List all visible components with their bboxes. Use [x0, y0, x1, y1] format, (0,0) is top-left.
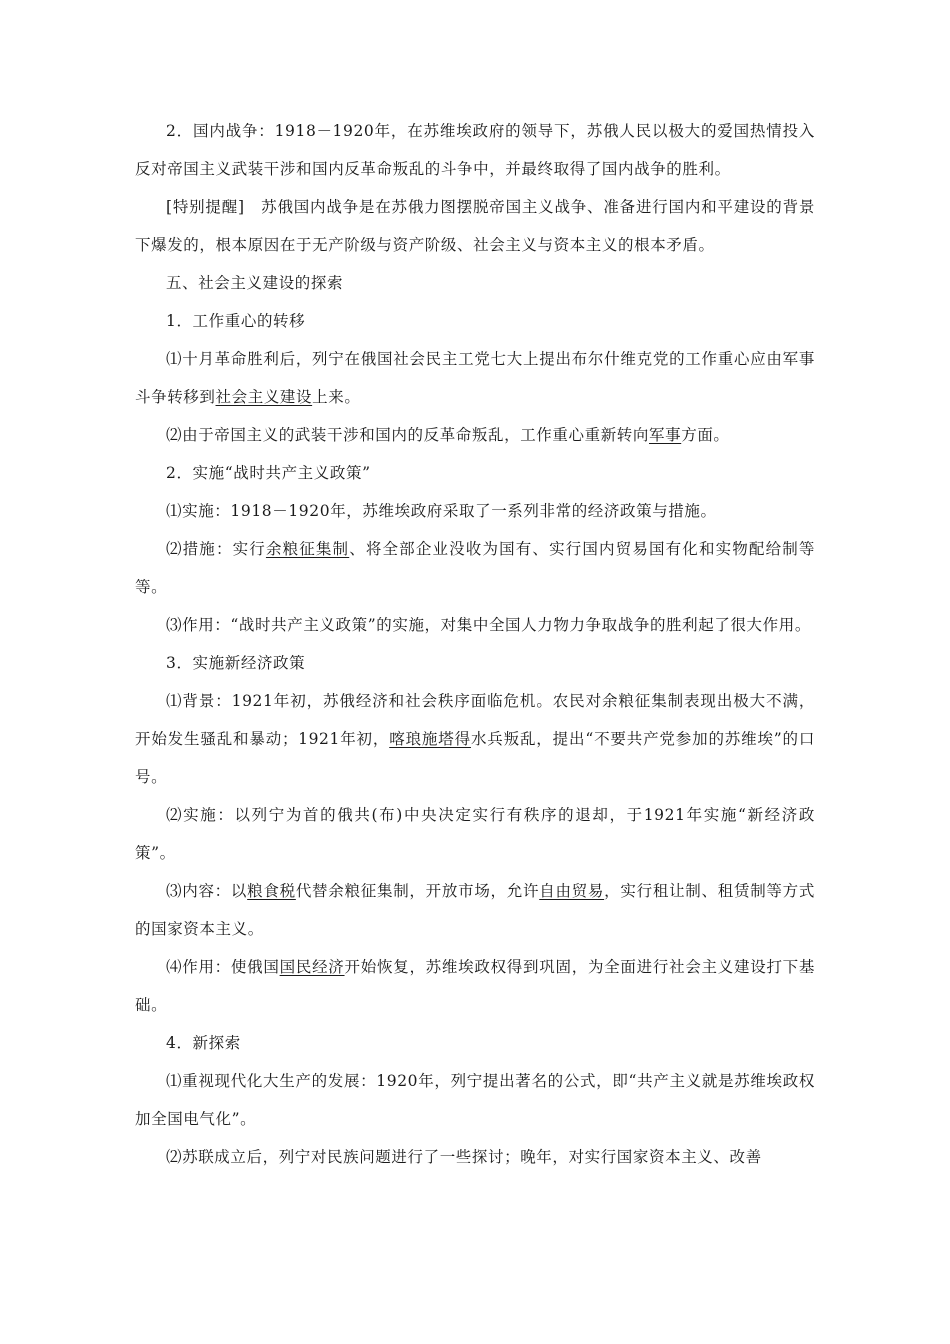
text-run: ⑵由于帝国主义的武装干涉和国内的反革命叛乱，工作重心重新转向 — [166, 426, 650, 444]
underlined-term: 国民经济 — [279, 958, 345, 976]
paragraph-item-4-heading — [135, 1024, 815, 1062]
text-run: 五、社会主义建设的探索 — [166, 274, 344, 292]
paragraph-item-3-2 — [135, 796, 815, 872]
text-run: 3．实施新经济政策 — [166, 654, 306, 672]
paragraph-civil-war — [135, 112, 815, 188]
text-run: ⑵实施：以列宁为首的俄共(布)中央决定实行有秩序的退却，于1921年实施“新经济政策”。 — [135, 806, 815, 862]
paragraph-item-2-1 — [135, 492, 815, 530]
text-run: 开始恢复，苏维埃政权得到巩固，为全面进行社会主义建设打下基础。 — [135, 958, 816, 1014]
text-run: ⑵苏联成立后，列宁对民族问题进行了一些探讨；晚年，对实行国家资本主义、改善 — [166, 1148, 762, 1166]
paragraph-section-5-heading — [135, 264, 815, 302]
paragraph-item-2-3 — [135, 606, 815, 644]
underlined-term: 粮食税 — [247, 882, 296, 900]
paragraph-item-3-3 — [135, 872, 815, 948]
paragraph-item-1-2 — [135, 416, 815, 454]
text-run: 、将全部企业没收为国有、实行国内贸易国有化和实物配给制等等。 — [135, 540, 815, 596]
text-run: 4．新探索 — [166, 1034, 241, 1052]
underlined-term: 军事 — [649, 426, 682, 444]
paragraph-item-1-heading — [135, 302, 815, 340]
text-run: ⑶作用：“战时共产主义政策”的实施，对集中全国人力物力争取战争的胜利起了很大作用。 — [166, 616, 811, 634]
paragraph-special-note — [135, 188, 815, 264]
paragraph-item-4-2 — [135, 1138, 815, 1176]
paragraph-item-3-1 — [135, 682, 815, 796]
paragraph-item-1-1 — [135, 340, 815, 416]
paragraph-item-4-1 — [135, 1062, 815, 1138]
text-run: ⑶内容：以 — [166, 882, 248, 900]
text-run: ⑵措施：实行 — [166, 540, 266, 558]
text-run: ，实行租让制、租赁制等方式的国家资本主义。 — [135, 882, 815, 938]
paragraph-item-3-heading — [135, 644, 815, 682]
text-run: 代替余粮征集制，开放市场，允许 — [295, 882, 540, 900]
underlined-term: 社会主义建设 — [215, 388, 313, 406]
text-run: ⑷作用：使俄国 — [166, 958, 280, 976]
underlined-term: 喀琅施塔得 — [389, 730, 471, 748]
text-run: 1．工作重心的转移 — [166, 312, 306, 330]
underlined-term: 余粮征集制 — [265, 540, 350, 558]
text-run: 水兵叛乱，提出“不要共产党参加的苏维埃”的口号。 — [135, 730, 815, 786]
text-run: ⑴实施：1918－1920年，苏维埃政府采取了一系列非常的经济政策与措施。 — [166, 502, 717, 520]
text-run: 方面。 — [681, 426, 730, 444]
text-run: 2．国内战争：1918－1920年，在苏维埃政府的领导下，苏俄人民以极大的爱国热情投入反对帝国主义武装干涉和国内反革命叛乱的斗争中，并最终取得了国内战争的胜利。 — [135, 122, 815, 178]
text-run: 上来。 — [312, 388, 361, 406]
text-run: ⑴十月革命胜利后，列宁在俄国社会民主工党七大上提出布尔什维克党的工作重心应由军事斗争转移到 — [135, 350, 815, 406]
text-run: ⑴重视现代化大生产的发展：1920年，列宁提出著名的公式，即“共产主义就是苏维埃政权加全国电气化”。 — [135, 1072, 815, 1128]
underlined-term: 自由贸易 — [539, 882, 605, 900]
paragraph-item-2-heading — [135, 454, 815, 492]
text-run: ⑴背景：1921年初，苏俄经济和社会秩序面临危机。农民对余粮征集制表现出极大不满，开始发生骚乱和暴动；1921年初， — [135, 692, 815, 748]
document-body — [135, 112, 815, 1176]
paragraph-item-3-4 — [135, 948, 815, 1024]
text-run: [特别提醒] 苏俄国内战争是在苏俄力图摆脱帝国主义战争、准备进行国内和平建设的背景下爆发的，根本原因在于无产阶级与资产阶级、社会主义与资本主义的根本矛盾。 — [135, 198, 815, 254]
text-run: 2．实施“战时共产主义政策” — [166, 464, 371, 482]
paragraph-item-2-2 — [135, 530, 815, 606]
